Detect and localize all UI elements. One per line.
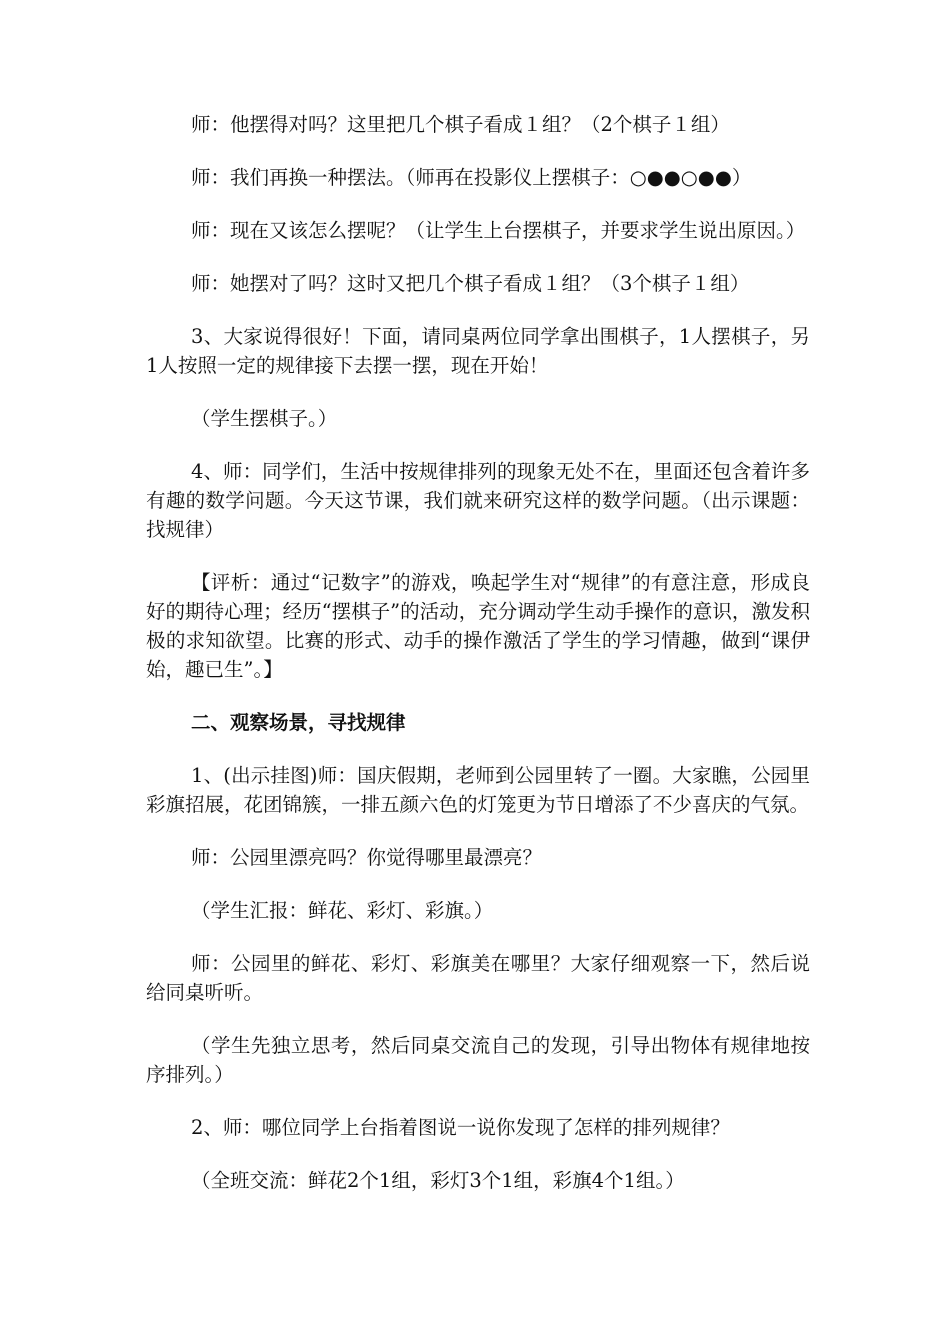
paragraph-step-3: 3、大家说得很好！下面，请同桌两位同学拿出围棋子，1人摆棋子，另1人按照一定的规律接下去摆一摆，现在开始！ [146,325,810,377]
paragraph-students-arrange: （学生摆棋子。） [191,407,338,430]
paragraph-teacher-question-3: 师：她摆对了吗？这时又把几个棋子看成１组？（3个棋子１组） [191,272,750,295]
paragraph-students-report: （学生汇报：鲜花、彩灯、彩旗。） [191,899,494,922]
paragraph-class-discussion: （全班交流：鲜花2个1组，彩灯3个1组，彩旗4个1组。） [191,1169,685,1192]
document-page [146,110,810,1219]
paragraph-teacher-new-arrangement: 师：我们再换一种摆法。（师再在投影仪上摆棋子：○●●○●●） [191,166,752,189]
paragraph-step-2-question: 2、师：哪位同学上台指着图说一说你发现了怎样的排列规律？ [191,1116,730,1139]
paragraph-students-think: （学生先独立思考，然后同桌交流自己的发现，引导出物体有规律地按序排列。） [146,1034,810,1086]
paragraph-observe-1: 1、(出示挂图)师：国庆假期，老师到公园里转了一圈。大家瞧，公园里彩旗招展，花团锦簇，一排五颜六色的灯笼更为节日增添了不少喜庆的气氛。 [146,764,810,816]
paragraph-teacher-question-2: 师：现在又该怎么摆呢？（让学生上台摆棋子，并要求学生说出原因。） [191,219,806,242]
paragraph-teacher-question-1: 师：他摆得对吗？这里把几个棋子看成１组？（2个棋子１组） [191,113,730,136]
paragraph-teacher-question-beauty: 师：公园里的鲜花、彩灯、彩旗美在哪里？大家仔细观察一下，然后说给同桌听听。 [146,952,810,1004]
paragraph-commentary: 【评析：通过“记数字”的游戏，唤起学生对“规律”的有意注意，形成良好的期待心理；经历“摆棋子”的活动，充分调动学生动手操作的意识，激发积极的求知欲望。比赛的形式、动手的操作激活了学生的学习情趣，做到“课伊始，趣已生”。】 [146,571,810,681]
section-heading: 二、观察场景，寻找规律 [191,711,406,734]
paragraph-step-4: 4、师：同学们，生活中按规律排列的现象无处不在，里面还包含着许多有趣的数学问题。今天这节课，我们就来研究这样的数学问题。（出示课题：找规律） [146,460,810,541]
paragraph-teacher-question-park: 师：公园里漂亮吗？你觉得哪里最漂亮？ [191,846,543,869]
